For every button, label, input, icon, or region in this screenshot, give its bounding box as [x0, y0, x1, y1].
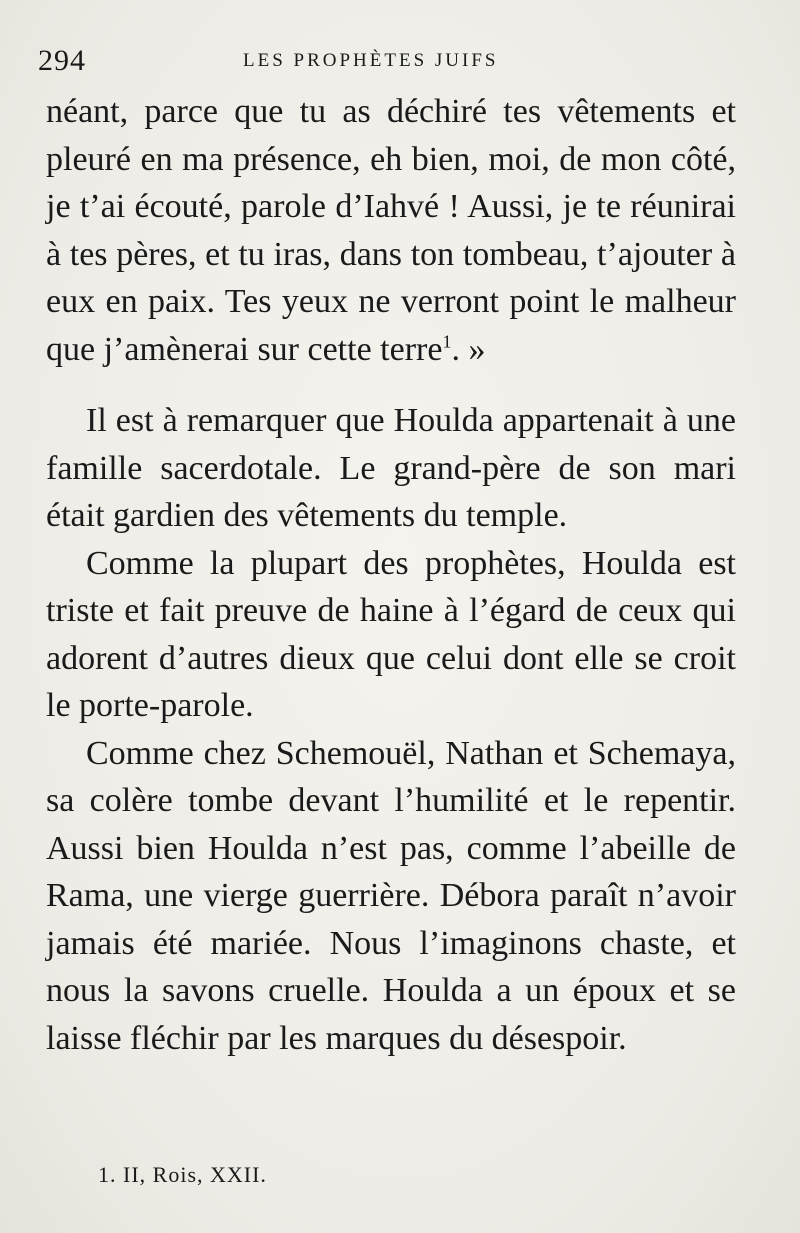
- paragraph: Il est à remarquer que Houlda appartenait à une famille sacerdotale. Le grand-père de son mari était gardien des vêtements du temple.: [46, 402, 736, 534]
- paragraph-text: néant, parce que tu as déchiré tes vêtements et pleuré en ma présence, eh bien, moi, de mon côté, je t’ai écouté, parole d’Iahvé ! Aussi, je te réunirai à tes pères, et tu iras, dans ton tombeau, t’ajouter à eux en paix. Tes yeux ne verront point le malheur que j’amènerai sur cette terre: [46, 93, 736, 368]
- footnote: 1. II, Rois, XXII.: [98, 1162, 267, 1187]
- footnote-reference: 1: [442, 331, 452, 352]
- paragraph: Comme la plupart des prophètes, Houlda est triste et fait preuve de haine à l’égard de ceux qui adorent d’autres dieux que celui dont elle se croit le porte-parole.: [46, 544, 736, 724]
- paragraph: Comme chez Schemouël, Nathan et Schemaya, sa colère tombe devant l’humilité et le repentir. Aussi bien Houlda n’est pas, comme l’abeille de Rama, une vierge guerrière. Débora paraît n’avoir jamais été mariée. Nous l’imaginons chaste, et nous la savons cruelle. Houlda a un époux et se laisse fléchir par les marques du désespoir.: [46, 734, 736, 1057]
- running-title: LES PROPHÈTES JUIFS: [243, 50, 499, 71]
- closing-quote: . »: [451, 330, 486, 368]
- page-header: [38, 44, 738, 80]
- page-body: [46, 88, 736, 1062]
- paragraph-continuation: [46, 88, 736, 373]
- page-number: 294: [38, 44, 86, 77]
